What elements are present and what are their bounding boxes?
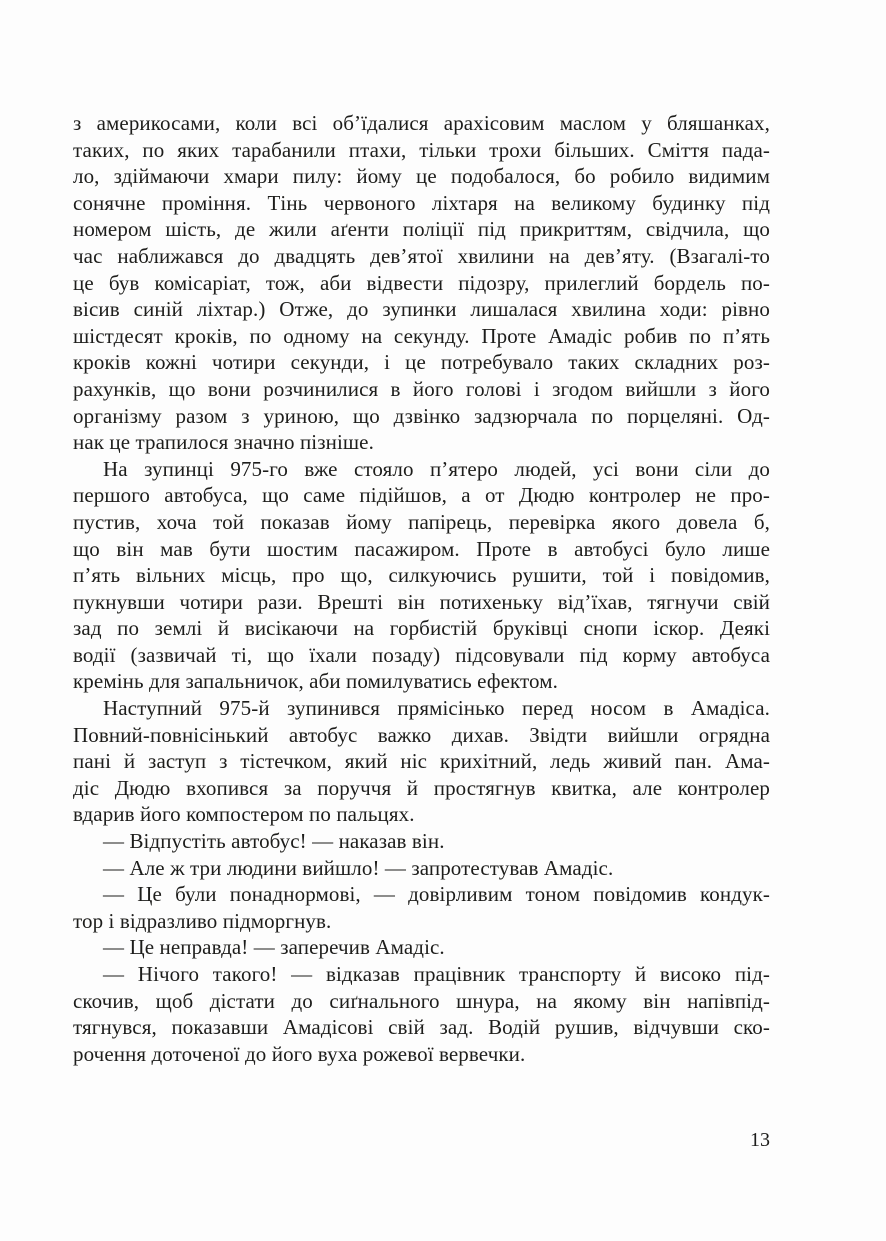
paragraph xyxy=(73,934,770,961)
text-line: Наступний 975-й зупинився прямісінько перед носом в Амадіса. xyxy=(103,696,770,721)
text-line: час наближався до двадцять дев’ятої хвилини на дев’яту. (Взагалі-то xyxy=(73,243,770,268)
text-line: кремінь для запальничок, аби помилуватись ефектом. xyxy=(73,669,558,694)
text-line: — Це неправда! — заперечив Амадіс. xyxy=(103,935,445,960)
text-line: сонячне проміння. Тінь червоного ліхтаря на великому будинку під xyxy=(73,190,770,215)
text-line: водії (зазвичай ті, що їхали позаду) підсовували під корму автобуса xyxy=(73,642,770,667)
paragraph xyxy=(73,456,770,695)
paragraph xyxy=(73,855,770,882)
text-line: вдарив його компостером по пальцях. xyxy=(73,802,415,827)
text-line: першого автобуса, що саме підійшов, а от Дюдю контролер не про- xyxy=(73,483,770,508)
text-line: вісив синій ліхтар.) Отже, до зупинки лишалася хвилина ходи: рівно xyxy=(73,297,770,322)
text-line: скочив, щоб дістати до сиґнального шнура, на якому він напівпід- xyxy=(73,988,770,1013)
paragraph xyxy=(73,110,770,456)
text-line: Повний-повнісінький автобус важко дихав. Звідти вийшли огрядна xyxy=(73,722,770,747)
text-line: кроків кожні чотири секунди, і це потребувало таких складних роз- xyxy=(73,350,770,375)
text-line: п’ять вільних місць, про що, силкуючись рушити, той і повідомив, xyxy=(73,563,770,588)
text-line: з америкосами, коли всі об’їдалися арахісовим маслом у бляшанках, xyxy=(73,111,770,135)
text-line: пукнувши чотири рази. Врешті він потихеньку від’їхав, тягнучи свій xyxy=(73,589,770,614)
text-line: номером шість, де жили аґенти поліції під прикриттям, свідчила, що xyxy=(73,217,770,242)
text-line: пані й заступ з тістечком, який ніс крихітний, ледь живий пан. Ама- xyxy=(73,749,770,774)
text-line: — Це були понаднормові, — довірливим тоном повідомив кондук- xyxy=(103,882,770,907)
paragraph xyxy=(73,961,770,1067)
text-line: пустив, хоча той показав йому папірець, перевірка якого довела б, xyxy=(73,509,770,534)
text-line: організму разом з уриною, що дзвінко задзюрчала по порцеляні. Од- xyxy=(73,403,770,428)
text-line: шістдесят кроків, по одному на секунду. Проте Амадіс робив по п’ять xyxy=(73,323,770,348)
text-line: це був комісаріат, тож, аби відвести підозру, прилеглий бордель по- xyxy=(73,270,770,295)
text-line: тор і відразливо підморгнув. xyxy=(73,908,332,933)
paragraph xyxy=(73,828,770,855)
text-line: що він мав бути шостим пасажиром. Проте в автобусі було лише xyxy=(73,536,770,561)
text-line: рахунків, що вони розчинилися в його голові і згодом вийшли з його xyxy=(73,376,770,401)
page-number: 13 xyxy=(750,1129,770,1151)
text-line: нак це трапилося значно пізніше. xyxy=(73,430,374,455)
text-line: діс Дюдю вхопився за поруччя й простягнув квитка, але контролер xyxy=(73,775,770,800)
text-line: — Відпустіть автобус! — наказав він. xyxy=(103,829,445,854)
paragraph xyxy=(73,881,770,934)
text-line: ло, здіймаючи хмари пилу: йому це подобалося, бо робило видимим xyxy=(73,164,770,189)
text-line: рочення доточеної до його вуха рожевої вервечки. xyxy=(73,1041,526,1066)
page-text-block xyxy=(73,110,770,1067)
text-line: зад по землі й висікаючи на горбистій бруківці снопи іскор. Деякі xyxy=(73,616,770,641)
text-line: тягнувся, показавши Амадісові свій зад. Водій рушив, відчувши ско- xyxy=(73,1015,770,1040)
paragraph xyxy=(73,695,770,828)
text-line: таких, по яких тарабанили птахи, тільки трохи більших. Сміття пада- xyxy=(73,137,770,162)
text-line: — Нічого такого! — відказав працівник транспорту й високо під- xyxy=(103,962,770,986)
text-line: — Але ж три людини вийшло! — запротестував Амадіс. xyxy=(103,855,614,880)
text-line: На зупинці 975-го вже стояло п’ятеро людей, усі вони сіли до xyxy=(103,456,770,481)
